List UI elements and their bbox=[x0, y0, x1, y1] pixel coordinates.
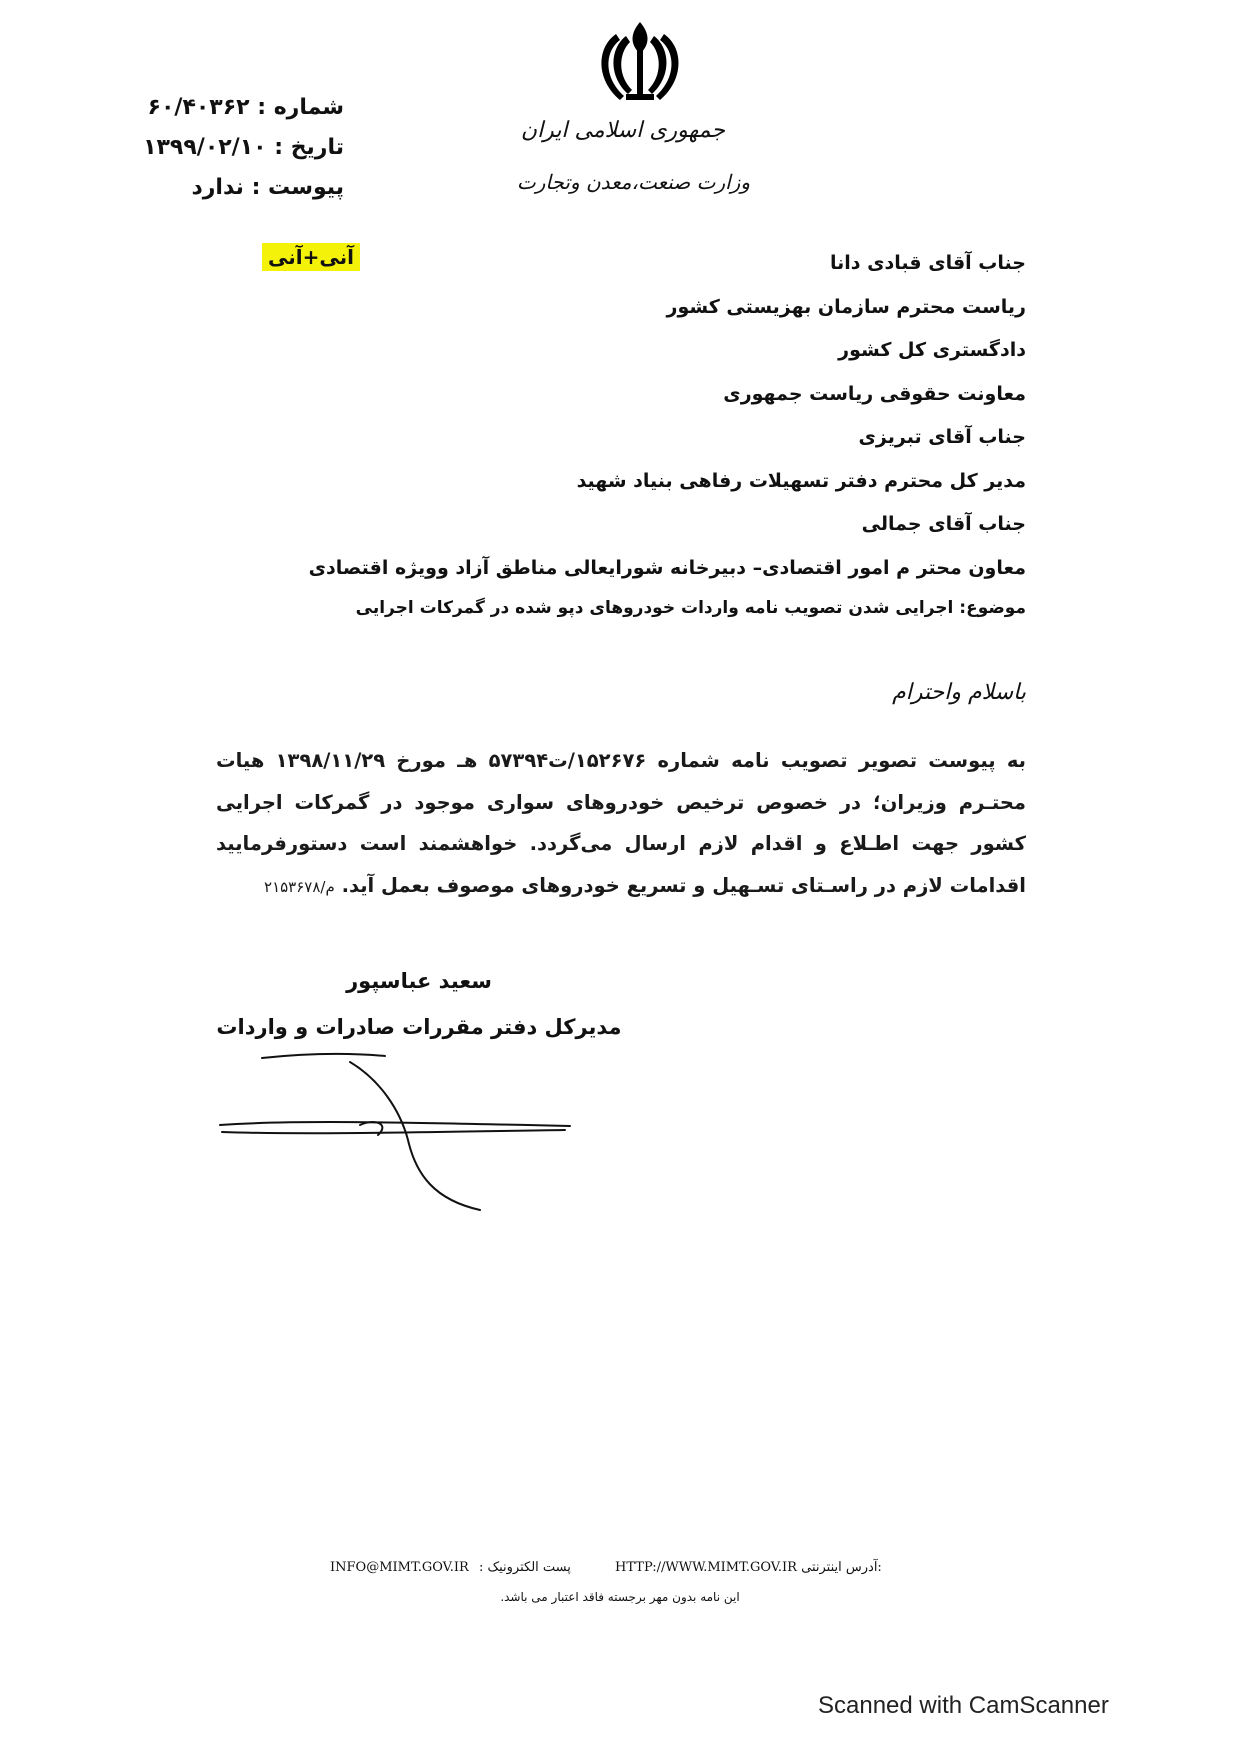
letter-meta bbox=[124, 88, 344, 208]
scanner-watermark: Scanned with CamScanner bbox=[818, 1692, 1109, 1719]
footer-website-label: :آدرس اینترنتی bbox=[801, 1560, 882, 1575]
footer-email: INFO@MIMT.GOV.IR bbox=[330, 1560, 469, 1575]
recipient-line: معاون محتر م امور اقتصادی– دبیرخانه شورایعالی مناطق آزاد وویژه اقتصادی bbox=[308, 556, 1026, 579]
iran-emblem-icon bbox=[590, 14, 690, 114]
recipient-line: دادگستری کل کشور bbox=[838, 339, 1026, 361]
footer-note: این نامه بدون مهر برجسته فاقد اعتبار می باشد. bbox=[500, 1590, 740, 1604]
recipient-line: مدیر کل محترم دفتر تسهیلات رفاهی بنیاد شهید bbox=[576, 469, 1026, 492]
recipient-list bbox=[206, 242, 1026, 626]
recipient-line: جناب آقای تبریزی bbox=[858, 426, 1026, 448]
recipient-line: ریاست محترم سازمان بهزیستی کشور bbox=[666, 295, 1026, 318]
letter-date: تاریخ : ۱۳۹۹/۰۲/۱۰ bbox=[143, 135, 344, 160]
country-name: جمهوری اسلامی ایران bbox=[520, 118, 725, 143]
letter-subject: موضوع: اجرایی شدن تصویب نامه واردات خودروهای دپو شده در گمرکات اجرایی bbox=[355, 598, 1026, 618]
recipient-line: جناب آقای قبادی دانا bbox=[829, 252, 1026, 274]
recipient-line: جناب آقای جمالی bbox=[861, 513, 1026, 535]
urgency-badge: آنی+آنی bbox=[262, 243, 360, 271]
body-reference: م/۲۱۵۳۶۷۸ bbox=[264, 877, 335, 896]
signer-title: مدیرکل دفتر مقررات صادرات و واردات bbox=[216, 1015, 622, 1039]
letter-number: شماره : ۶۰/۴۰۳۶۲ bbox=[147, 95, 344, 120]
recipient-line: معاونت حقوقی ریاست جمهوری bbox=[723, 382, 1026, 405]
ministry-name: وزارت صنعت،معدن وتجارت bbox=[516, 170, 750, 194]
footer-contact bbox=[330, 1560, 930, 1575]
body-paragraph: به پیوست تصویر تصویب نامه شماره ۱۵۲۶۷۶/ت۵۷۳۹۴ هـ مورخ ۱۳۹۸/۱۱/۲۹ هیات محتـرم وزیران؛ در خصوص ترخیص خودروهای سواری موجود در گمرکات اجرایی کشور جهت اطـلاع و اقدام لازم ارسال می‌گردد. خواهشمند است دستورفرمایید اقدامات لازم در راسـتای تسـهیل و تسریع خودروهای موصوف بعمل آید. bbox=[216, 749, 1027, 897]
signer-block bbox=[194, 958, 644, 1050]
footer-email-label: پست الکترونیک : bbox=[478, 1560, 571, 1575]
handwritten-signature bbox=[210, 1040, 590, 1215]
signer-name: سعید عباسپور bbox=[346, 969, 492, 993]
letter-body bbox=[216, 740, 1026, 908]
footer-website: HTTP://WWW.MIMT.GOV.IR bbox=[615, 1560, 797, 1575]
greeting: باسلام واحترام bbox=[892, 680, 1026, 705]
letter-attachment: پیوست : ندارد bbox=[191, 175, 344, 200]
